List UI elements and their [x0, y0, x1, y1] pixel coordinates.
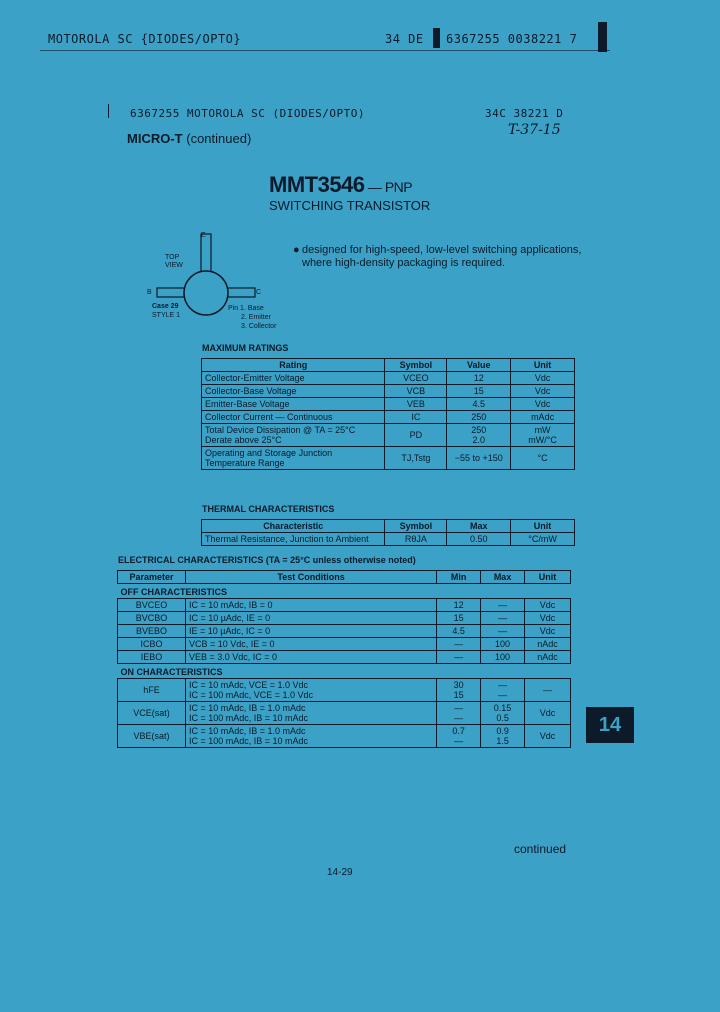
- margin-mark: [108, 104, 109, 118]
- table-row: [202, 398, 575, 411]
- table-row: [202, 424, 575, 447]
- electrical-header: [118, 571, 571, 584]
- max-ratings-body: [202, 372, 575, 470]
- table-cell: 4.5: [447, 398, 511, 411]
- collector-lead: [225, 288, 255, 297]
- table-cell: — —: [437, 702, 481, 725]
- header-codes: 34 DE: [385, 32, 424, 46]
- col-header: Symbol: [385, 520, 447, 533]
- package-body: [184, 271, 228, 315]
- table-cell: VCE(sat): [118, 702, 186, 725]
- header-rule: [40, 50, 610, 51]
- table-row: [118, 599, 571, 612]
- table-cell: 15: [447, 385, 511, 398]
- pin-2: 2. Emitter: [241, 314, 271, 321]
- table-row: [118, 625, 571, 638]
- table-cell: 4.5: [437, 625, 481, 638]
- table-cell: IC: [385, 411, 447, 424]
- on-title: ON CHARACTERISTICS: [118, 664, 571, 679]
- table-row: [202, 372, 575, 385]
- col-header: Value: [447, 359, 511, 372]
- col-header: Min: [437, 571, 481, 584]
- table-cell: mAdc: [511, 411, 575, 424]
- electrical-table: [117, 570, 571, 748]
- table-cell: Vdc: [511, 398, 575, 411]
- subheader-left: 6367255 MOTOROLA SC (DIODES/OPTO): [130, 107, 366, 120]
- col-header: Rating: [202, 359, 385, 372]
- section-tab: 14: [586, 707, 634, 743]
- part-number: [269, 172, 412, 198]
- col-header: Parameter: [118, 571, 186, 584]
- table-cell: −55 to +150: [447, 447, 511, 470]
- table-cell: RθJA: [385, 533, 447, 546]
- table-cell: —: [525, 679, 571, 702]
- table-cell: —: [437, 651, 481, 664]
- table-cell: 250: [447, 411, 511, 424]
- handwritten-code: T-37-15: [508, 122, 561, 138]
- table-cell: VCB: [385, 385, 447, 398]
- table-cell: BVEBO: [118, 625, 186, 638]
- off-title: OFF CHARACTERISTICS: [118, 584, 571, 599]
- table-cell: 250 2.0: [447, 424, 511, 447]
- col-header: Symbol: [385, 359, 447, 372]
- table-cell: Vdc: [525, 625, 571, 638]
- subheader-right: 34C 38221 D: [485, 107, 564, 120]
- max-ratings-title: MAXIMUM RATINGS: [202, 343, 289, 353]
- table-cell: — —: [481, 679, 525, 702]
- table-cell: IEBO: [118, 651, 186, 664]
- table-cell: 30 15: [437, 679, 481, 702]
- max-ratings-table: [201, 358, 575, 470]
- thermal-header: [202, 520, 575, 533]
- label-style: STYLE 1: [152, 312, 181, 319]
- table-cell: —: [481, 625, 525, 638]
- table-cell: TJ,Tstg: [385, 447, 447, 470]
- table-cell: PD: [385, 424, 447, 447]
- table-cell: nAdc: [525, 651, 571, 664]
- emitter-lead: [201, 234, 211, 274]
- table-cell: VCB = 10 Vdc, IE = 0: [185, 638, 436, 651]
- table-row: [202, 411, 575, 424]
- thermal-body: [202, 533, 575, 546]
- header-right: 6367255 0038221 7: [446, 32, 578, 46]
- header-left: MOTOROLA SC {DIODES/OPTO}: [48, 32, 242, 46]
- table-cell: Vdc: [525, 725, 571, 748]
- on-characteristics: [118, 664, 571, 679]
- table-row: [118, 679, 571, 702]
- table-row: [118, 702, 571, 725]
- table-cell: VCEO: [385, 372, 447, 385]
- table-cell: Vdc: [525, 702, 571, 725]
- table-cell: VBE(sat): [118, 725, 186, 748]
- table-cell: IC = 10 mAdc, IB = 0: [185, 599, 436, 612]
- table-row: [118, 651, 571, 664]
- table-row: [118, 612, 571, 625]
- label-c: C: [256, 289, 262, 296]
- table-cell: —: [481, 612, 525, 625]
- part-subtitle: SWITCHING TRANSISTOR: [269, 198, 431, 213]
- bullet-icon: ●: [293, 244, 300, 256]
- max-ratings-header: [202, 359, 575, 372]
- section-sub: (continued): [186, 131, 252, 146]
- table-cell: IC = 10 mAdc, VCE = 1.0 Vdc IC = 100 mAdc, VCE = 1.0 Vdc: [185, 679, 436, 702]
- page-number: 14-29: [327, 867, 353, 878]
- table-cell: hFE: [118, 679, 186, 702]
- table-cell: Emitter-Base Voltage: [202, 398, 385, 411]
- thermal-title: THERMAL CHARACTERISTICS: [202, 504, 335, 514]
- label-top-view: TOP VIEW: [165, 254, 183, 269]
- table-cell: 12: [437, 599, 481, 612]
- col-header: Max: [447, 520, 511, 533]
- label-b: B: [147, 289, 152, 296]
- col-header: Unit: [511, 359, 575, 372]
- table-cell: °C/mW: [511, 533, 575, 546]
- table-row: [118, 638, 571, 651]
- part-suffix: — PNP: [364, 179, 413, 195]
- table-row: [118, 725, 571, 748]
- table-cell: Vdc: [511, 372, 575, 385]
- table-cell: ICBO: [118, 638, 186, 651]
- off-subhead: [118, 584, 571, 599]
- table-cell: Collector-Base Voltage: [202, 385, 385, 398]
- table-cell: —: [437, 638, 481, 651]
- section-title: [127, 131, 251, 146]
- table-cell: IC = 10 mAdc, IB = 1.0 mAdc IC = 100 mAdc, IB = 10 mAdc: [185, 725, 436, 748]
- table-cell: Vdc: [525, 612, 571, 625]
- header-bar-1: [433, 28, 440, 48]
- col-header: Max: [481, 571, 525, 584]
- table-cell: VEB: [385, 398, 447, 411]
- pin-3: 3. Collector: [241, 323, 277, 330]
- table-cell: Collector-Emitter Voltage: [202, 372, 385, 385]
- table-cell: —: [481, 599, 525, 612]
- thermal-table: [201, 519, 575, 546]
- table-cell: 15: [437, 612, 481, 625]
- pin-1: Pin 1. Base: [228, 305, 264, 312]
- table-cell: 0.50: [447, 533, 511, 546]
- table-cell: Vdc: [511, 385, 575, 398]
- on-rows: [118, 679, 571, 748]
- base-lead: [157, 288, 187, 297]
- col-header: Unit: [525, 571, 571, 584]
- table-cell: °C: [511, 447, 575, 470]
- table-cell: Total Device Dissipation @ TA = 25°C Derate above 25°C: [202, 424, 385, 447]
- table-cell: Operating and Storage Junction Temperature Range: [202, 447, 385, 470]
- table-cell: 0.15 0.5: [481, 702, 525, 725]
- table-row: [202, 533, 575, 546]
- table-cell: BVCBO: [118, 612, 186, 625]
- table-cell: 0.7 —: [437, 725, 481, 748]
- feature-text: designed for high-speed, low-level switching applications, where high-density packaging is required.: [302, 244, 582, 269]
- table-cell: Collector Current — Continuous: [202, 411, 385, 424]
- table-cell: Thermal Resistance, Junction to Ambient: [202, 533, 385, 546]
- table-row: [202, 385, 575, 398]
- on-subhead: [118, 664, 571, 679]
- off-rows: [118, 599, 571, 664]
- table-cell: IC = 10 mAdc, IB = 1.0 mAdc IC = 100 mAdc, IB = 10 mAdc: [185, 702, 436, 725]
- table-cell: nAdc: [525, 638, 571, 651]
- table-cell: 12: [447, 372, 511, 385]
- col-header: Characteristic: [202, 520, 385, 533]
- table-row: [202, 447, 575, 470]
- table-cell: mW mW/°C: [511, 424, 575, 447]
- label-e: E: [201, 232, 206, 239]
- part-number-text: MMT3546: [269, 172, 365, 197]
- header-bar-2: [598, 22, 607, 52]
- table-cell: 0.9 1.5: [481, 725, 525, 748]
- col-header: Test Conditions: [185, 571, 436, 584]
- table-cell: 100: [481, 638, 525, 651]
- table-cell: VEB = 3.0 Vdc, IC = 0: [185, 651, 436, 664]
- section-name: MICRO-T: [127, 131, 183, 146]
- off-characteristics: [118, 584, 571, 599]
- electrical-title: ELECTRICAL CHARACTERISTICS (TA = 25°C unless otherwise noted): [118, 555, 416, 565]
- continued-label: continued: [514, 842, 567, 856]
- table-cell: Vdc: [525, 599, 571, 612]
- col-header: Unit: [511, 520, 575, 533]
- table-cell: 100: [481, 651, 525, 664]
- label-case: Case 29: [152, 303, 179, 310]
- table-cell: IC = 10 µAdc, IE = 0: [185, 612, 436, 625]
- table-cell: IE = 10 µAdc, IC = 0: [185, 625, 436, 638]
- table-cell: BVCEO: [118, 599, 186, 612]
